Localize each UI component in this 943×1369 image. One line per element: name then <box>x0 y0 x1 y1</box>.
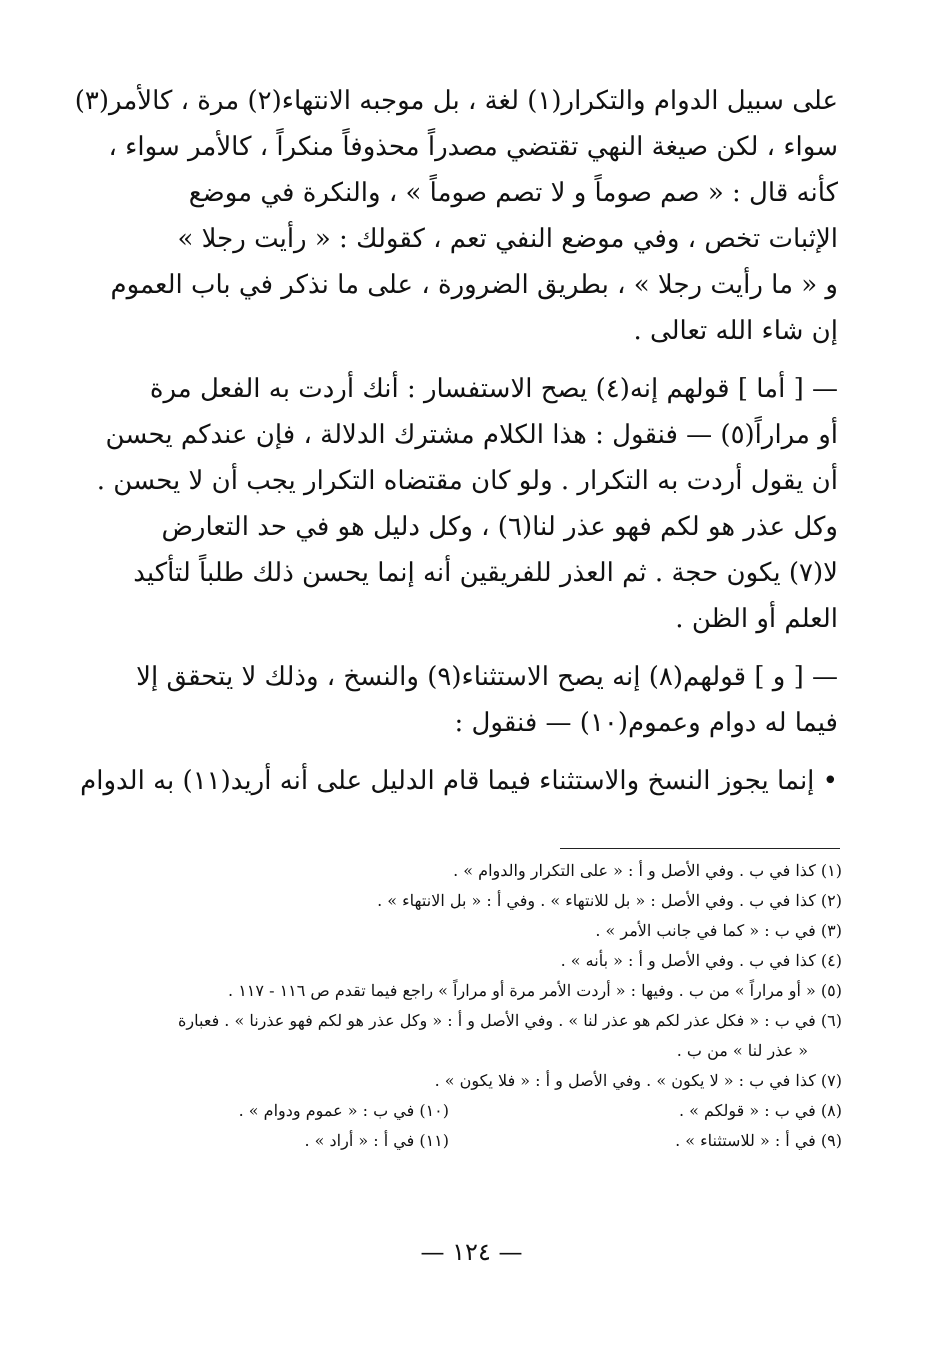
text-line: على سبيل الدوام والتكرار(١) لغة ، بل موجبه الانتهاء(٢) مرة ، كالأمر(٣) <box>74 86 838 116</box>
text-line: و « ما رأيت رجلا » ، بطريق الضرورة ، على ما نذكر في باب العموم <box>110 270 838 300</box>
text-line: — [ أما ] قولهم إنه(٤) يصح الاستفسار : أنك أردت به الفعل مرة <box>149 374 838 404</box>
footnotes <box>56 856 842 1156</box>
text-line: وكل عذر هو لكم فهو عذر لنا(٦) ، وكل دليل هو في حد التعارض <box>161 512 838 542</box>
text-line: العلم أو الظن . <box>675 604 838 634</box>
footnote: (٥) « أو مراراً » من ب . وفيها : « أردت الأمر مرة أو مراراً » راجع فيما تقدم ص ١١٦ - ١١٧ . <box>228 981 842 1000</box>
text-line: — [ و ] قولهم(٨) إنه يصح الاستثناء(٩) والنسخ ، وذلك لا يتحقق إلا <box>136 662 838 692</box>
footnote: (٧) كذا في ب : « لا يكون » . وفي الأصل و أ : « فلا يكون » . <box>434 1071 842 1090</box>
paragraph-3 <box>64 654 838 746</box>
text-line: إن شاء الله تعالى . <box>633 316 838 346</box>
text-line: فيما له دوام وعموم(١٠) — فنقول : <box>454 708 838 738</box>
footnote: (٣) في ب : « كما في جانب الأمر » . <box>595 921 842 940</box>
footnote: (١٠) في ب : « عموم ودوام » . <box>238 1101 449 1120</box>
main-text <box>64 78 838 804</box>
paragraph-1 <box>64 78 838 354</box>
footnote: (٩) في أ : « للاستثناء » . <box>675 1131 842 1150</box>
footnote: (١١) في أ : « أراد » . <box>304 1131 449 1150</box>
text-line: أو مراراً(٥) — فنقول : هذا الكلام مشترك الدلالة ، فإن عندكم يحسن <box>105 420 838 450</box>
footnote-continuation: « عذر لنا » من ب . <box>676 1041 808 1060</box>
footnote-row <box>56 1126 842 1156</box>
footnote: (١) كذا في ب . وفي الأصل و أ : « على التكرار والدوام » . <box>453 861 842 880</box>
footnote: (٢) كذا في ب . وفي الأصل : « بل للانتهاء » . وفي أ : « بل الانتهاء » . <box>377 891 842 910</box>
text-line: أن يقول أردت به التكرار . ولو كان مقتضاه التكرار يجب أن لا يحسن . <box>96 466 838 496</box>
paragraph-2 <box>64 366 838 642</box>
footnote: (٦) في ب : « فكل عذر لكم هو عذر لنا » . وفي الأصل و أ : « وكل عذر هو لكم فهو عذرنا » . فعبارة <box>178 1011 842 1030</box>
paragraph-4 <box>64 758 838 804</box>
footnote: (٨) في ب : « قولكم » . <box>678 1101 842 1120</box>
footnote: (٤) كذا في ب . وفي الأصل و أ : « بأنه » . <box>560 951 842 970</box>
footnote-divider <box>560 848 840 849</box>
footnote-row <box>56 1096 842 1126</box>
text-line: لا(٧) يكون حجة . ثم العذر للفريقين أنه إنما يحسن ذلك طلباً لتأكيد <box>133 558 838 588</box>
text-line: • إنما يجوز النسخ والاستثناء فيما قام الدليل على أنه أريد(١١) به الدوام <box>80 766 838 796</box>
text-line: كأنه قال : « صم صوماً و لا تصم صوماً » ، والنكرة في موضع <box>188 178 838 208</box>
page-number: — ١٢٤ — <box>420 1238 523 1266</box>
text-line: الإثبات تخص ، وفي موضع النفي تعم ، كقولك : « رأيت رجلا » <box>177 224 838 254</box>
text-line: سواء ، لكن صيغة النهي تقتضي مصدراً محذوفاً منكراً ، كالأمر سواء ، <box>108 132 838 162</box>
